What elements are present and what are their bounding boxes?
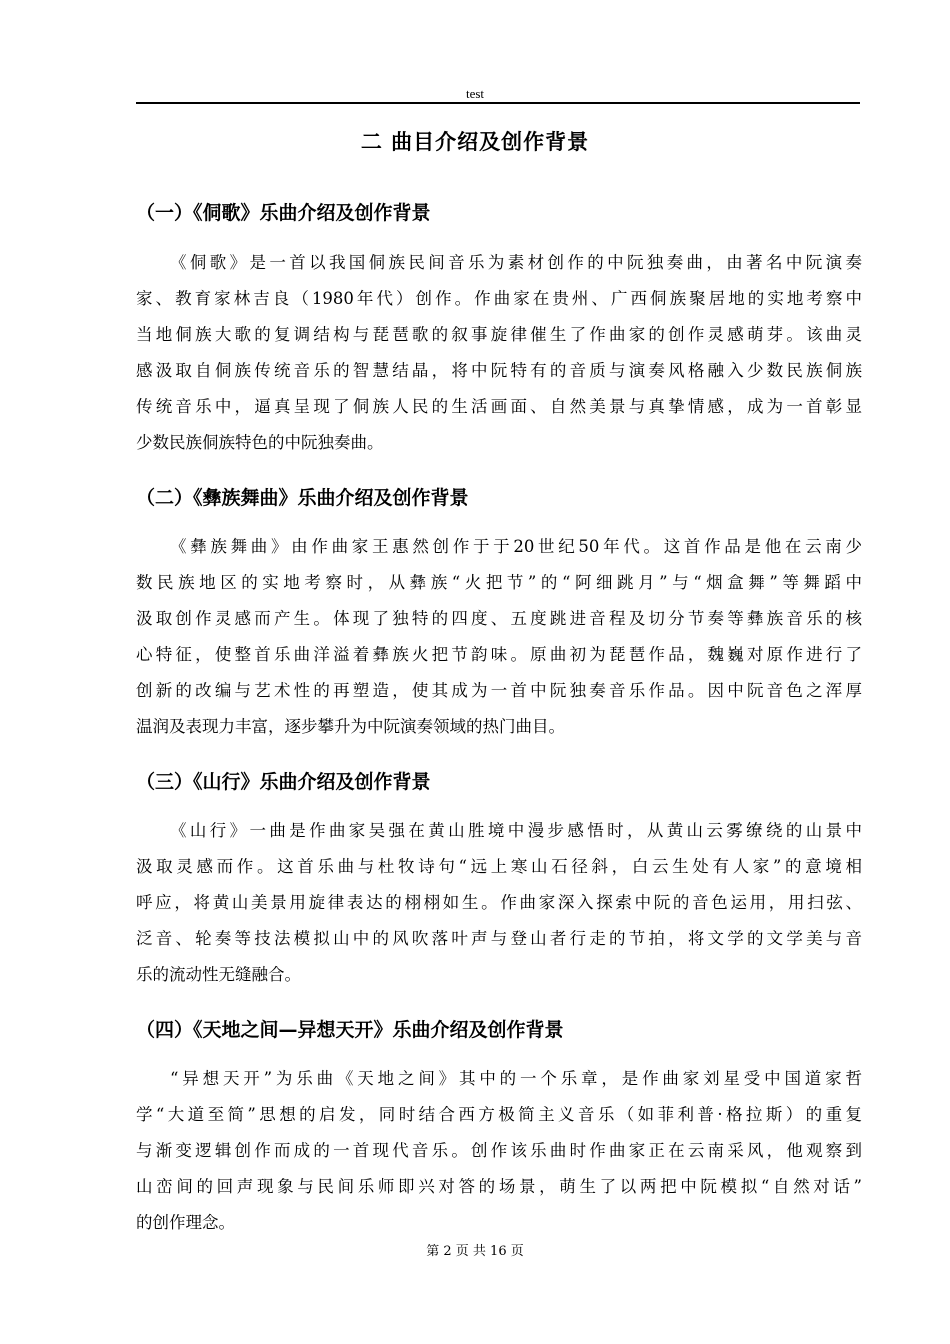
section-heading: （四）《天地之间—异想天开》乐曲介绍及创作背景 xyxy=(136,1019,564,1041)
page-header: test xyxy=(465,86,485,101)
paragraph-line: 《山行》一曲是作曲家吴强在黄山胜境中漫步感悟时，从黄山云雾缭绕的山景中 xyxy=(170,821,862,840)
paragraph-line: 心特征，使整首乐曲洋溢着彝族火把节韵味。原曲初为琵琶作品，魏巍对原作进行了 xyxy=(136,645,862,664)
paragraph-line: 汲取创作灵感而产生。体现了独特的四度、五度跳进音程及切分节奏等彝族音乐的核 xyxy=(136,609,862,628)
paragraph-line: 家、教育家林吉良（1980年代）创作。作曲家在贵州、广西侗族聚居地的实地考察中 xyxy=(136,289,862,308)
chapter-title: 二 曲目介绍及创作背景 xyxy=(360,130,590,154)
section-heading: （三）《山行》乐曲介绍及创作背景 xyxy=(136,771,431,793)
page-footer: 第 2 页 共 16 页 xyxy=(426,1244,524,1259)
paragraph-line: 乐的流动性无缝融合。 xyxy=(136,965,301,984)
paragraph-line: 创新的改编与艺术性的再塑造，使其成为一首中阮独奏音乐作品。因中阮音色之浑厚 xyxy=(136,681,862,700)
paragraph-line: 与渐变逻辑创作而成的一首现代音乐。创作该乐曲时作曲家正在云南采风，他观察到 xyxy=(136,1141,862,1160)
header-divider xyxy=(136,102,860,104)
section-heading: （一）《侗歌》乐曲介绍及创作背景 xyxy=(136,202,431,224)
paragraph-line: 当地侗族大歌的复调结构与琵琶歌的叙事旋律催生了作曲家的创作灵感萌芽。该曲灵 xyxy=(136,325,862,344)
section-heading: （二）《彝族舞曲》乐曲介绍及创作背景 xyxy=(136,487,469,509)
paragraph-line: 呼应，将黄山美景用旋律表达的栩栩如生。作曲家深入探索中阮的音色运用，用扫弦、 xyxy=(136,893,862,912)
paragraph-line: 泛音、轮奏等技法模拟山中的风吹落叶声与登山者行走的节拍，将文学的文学美与音 xyxy=(136,929,862,948)
paragraph-line: 山峦间的回声现象与民间乐师即兴对答的场景，萌生了以两把中阮模拟“自然对话” xyxy=(136,1177,862,1196)
paragraph-line: 《彝族舞曲》由作曲家王惠然创作于于20世纪50年代。这首作品是他在云南少 xyxy=(170,537,862,556)
paragraph-line: 少数民族侗族特色的中阮独奏曲。 xyxy=(136,433,384,452)
paragraph-line: 汲取灵感而作。这首乐曲与杜牧诗句“远上寒山石径斜，白云生处有人家”的意境相 xyxy=(136,857,862,876)
paragraph-line: 数民族地区的实地考察时，从彝族“火把节”的“阿细跳月”与“烟盒舞”等舞蹈中 xyxy=(136,573,862,592)
paragraph-line: 《侗歌》是一首以我国侗族民间音乐为素材创作的中阮独奏曲，由著名中阮演奏 xyxy=(170,253,862,272)
paragraph-line: 学“大道至简”思想的启发，同时结合西方极简主义音乐（如菲利普·格拉斯）的重复 xyxy=(136,1105,862,1124)
paragraph-line: 温润及表现力丰富，逐步攀升为中阮演奏领域的热门曲目。 xyxy=(136,717,565,736)
paragraph-line: 传统音乐中，逼真呈现了侗族人民的生活画面、自然美景与真挚情感，成为一首彰显 xyxy=(136,397,862,416)
paragraph-line: 的创作理念。 xyxy=(136,1213,235,1232)
paragraph-line: “异想天开”为乐曲《天地之间》其中的一个乐章，是作曲家刘星受中国道家哲 xyxy=(170,1069,862,1088)
paragraph-line: 感汲取自侗族传统音乐的智慧结晶，将中阮特有的音质与演奏风格融入少数民族侗族 xyxy=(136,361,862,380)
